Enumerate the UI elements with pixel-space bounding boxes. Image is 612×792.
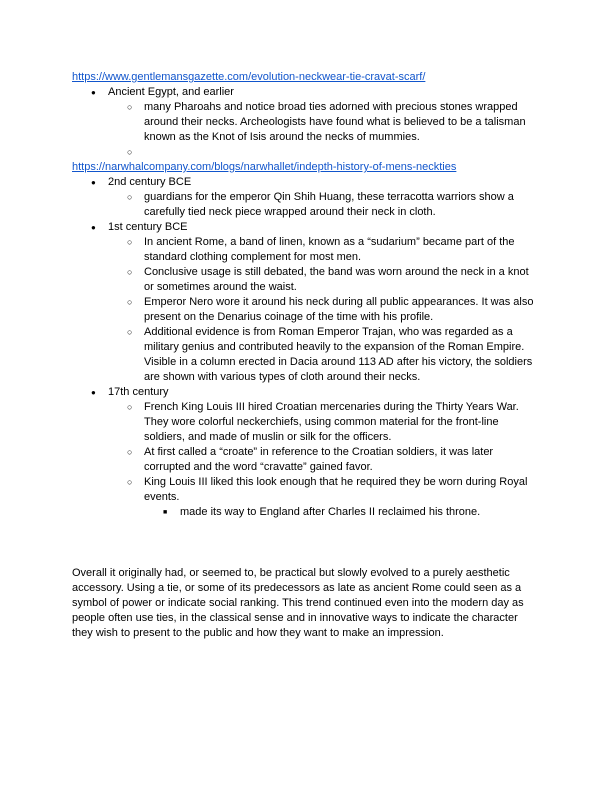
circle-bullet-icon: ○ [127,237,133,247]
list-item [72,445,540,475]
list-ancient-egypt [72,85,540,160]
list-item [72,475,540,505]
list-item [72,325,540,385]
circle-bullet-icon: ○ [127,402,133,412]
list-item [72,235,540,265]
source-link-gentlemansgazette[interactable]: https://www.gentlemansgazette.com/evolution-neckwear-tie-cravat-scarf/ [72,71,426,83]
circle-bullet-icon: ○ [127,267,133,277]
list-item-text: At first called a “croate” in reference to the Croatian soldiers, it was later corrupted and the word “cravatte” gained favor. [144,446,494,473]
disc-bullet-icon: ● [91,178,96,187]
list-item [72,385,540,400]
list-item [72,175,540,190]
list-item-text: 17th century [108,386,169,398]
list-item-text: Additional evidence is from Roman Emperor Trajan, who was regarded as a military genius and contributed heavily to the expansion of the Roman Empire. Visible in a column erected in Dacia around 113 AD after his victory, the soldiers are shown with various types of cloth around their necks. [144,326,533,383]
list-item-text: French King Louis III hired Croatian mercenaries during the Thirty Years War. They wore colorful neckerchiefs, using common material for the front-line soldiers, and made of muslin or silk for the officers. [144,401,519,443]
list-item-text: King Louis III liked this look enough that he required they be worn during Royal events. [144,476,528,503]
source-link-narwhalcompany[interactable]: https://narwhalcompany.com/blogs/narwhallet/indepth-history-of-mens-neckties [72,161,457,173]
circle-bullet-icon: ○ [127,327,133,337]
list-item [72,295,540,325]
square-bullet-icon: ■ [163,509,168,516]
list-item [72,265,540,295]
circle-bullet-icon: ○ [127,192,133,202]
circle-bullet-icon: ○ [127,147,133,157]
list-item [72,190,540,220]
list-item-text: made its way to England after Charles II reclaimed his throne. [180,506,481,518]
list-item [72,400,540,445]
list-item-text: Emperor Nero wore it around his neck during all public appearances. It was also present on the Denarius coinage of the time with his profile. [144,296,534,323]
list-item [72,100,540,145]
list-item-text: Ancient Egypt, and earlier [108,86,234,98]
disc-bullet-icon: ● [91,88,96,97]
list-item [72,85,540,100]
list-item-text: many Pharoahs and notice broad ties adorned with precious stones wrapped around their necks. Archeologists have found what is believed to be a talisman known as the Knot of Isis around the necks of mummies. [144,101,526,143]
summary-paragraph: Overall it originally had, or seemed to, be practical but slowly evolved to a purely aesthetic accessory. Using a tie, or some of its predecessors as late as ancient Rome could seen as a symbol of power or indicate social ranking. This trend continued even into the modern day as people often use ties, in the classical sense and in innovative ways to indicate the character they wish to present to the public and how they want to make an impression. [72,567,524,639]
circle-bullet-icon: ○ [127,297,133,307]
list-item-text: guardians for the emperor Qin Shih Huang, these terracotta warriors show a carefully tied neck piece wrapped around their neck in cloth. [144,191,514,218]
list-item-text: 2nd century BCE [108,176,192,188]
list-item [72,145,540,160]
circle-bullet-icon: ○ [127,102,133,112]
list-item [72,220,540,235]
list-item-text: In ancient Rome, a band of linen, known as a “sudarium” became part of the standard clothing complement for most men. [144,236,515,263]
list-item-text: Conclusive usage is still debated, the band was worn around the neck in a knot or sometimes around the waist. [144,266,529,293]
disc-bullet-icon: ● [91,223,96,232]
circle-bullet-icon: ○ [127,447,133,457]
list-item [72,505,540,520]
disc-bullet-icon: ● [91,388,96,397]
list-necktie-history [72,175,540,520]
list-item-text: 1st century BCE [108,221,188,233]
circle-bullet-icon: ○ [127,477,133,487]
